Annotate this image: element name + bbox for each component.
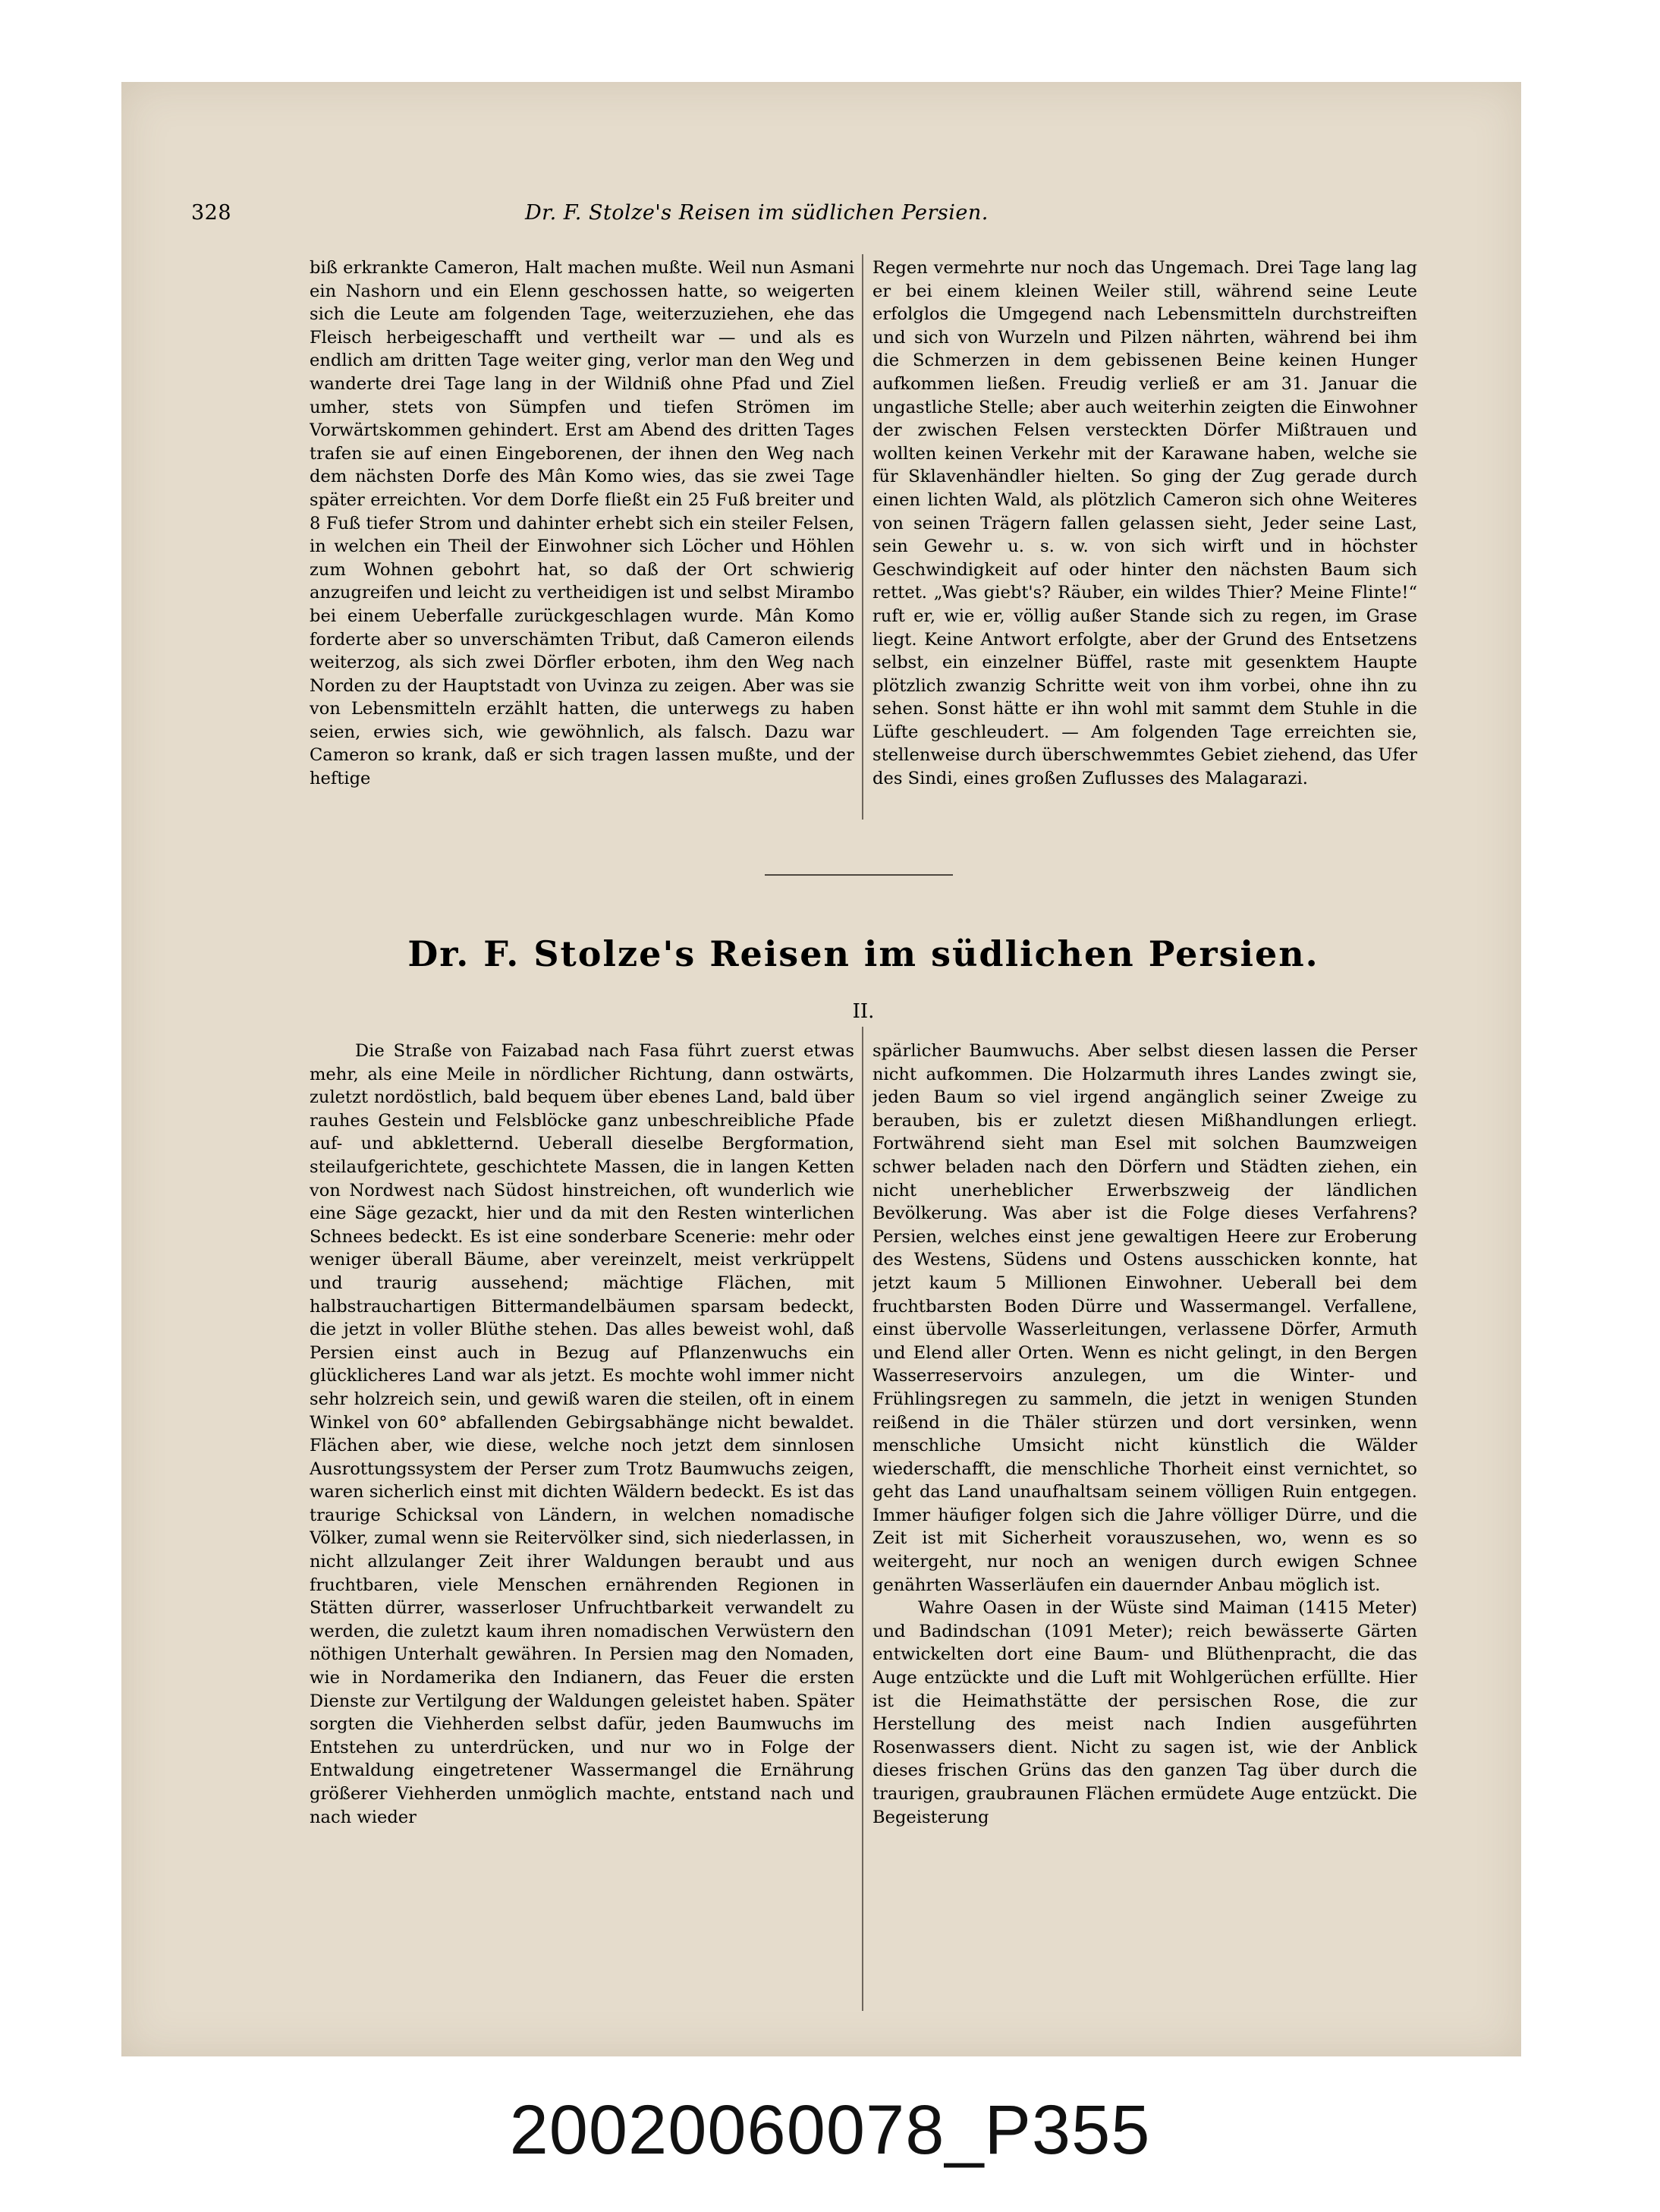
paragraph: biß erkrankte Cameron, Halt machen mußte. Weil nun Asmani ein Nashorn und ein Elenn geschossen hatte, so weigerten sich die Leute am folgenden Tage, weiterzuziehen, ehe das Fleisch herbeigeschafft und vertheilt war — und als es endlich am dritten Tage weiter ging, verlor man den Weg und wanderte drei Tage lang in der Wildniß ohne Pfad und Ziel umher, stets von Sümpfen und tiefen Strömen im Vorwärtskommen gehindert. Erst am Abend des dritten Tages trafen sie auf einen Eingeborenen, der ihnen den Weg nach dem nächsten Dorfe des Mân Komo wies, das sie zwei Tage später erreichten. Vor dem Dorfe fließt ein 25 Fuß breiter und 8 Fuß tiefer Strom und dahinter erhebt sich ein steiler Felsen, in welchen ein Theil der Einwohner sich Löcher und Höhlen zum Wohnen gebohrt hat, so daß der Ort schwierig anzugreifen und leicht zu vertheidigen ist und selbst Mirambo bei einem Ueberfalle zurückgeschlagen wurde. Mân Komo forderte aber so unverschämten Tribut, daß Cameron eilends weiterzog, als sich zwei Dörfler erboten, ihm den Weg nach Norden zu der Hauptstadt von Uvinza zu zeigen. Aber was sie von Lebensmitteln erzählt hatten, die unterwegs zu haben seien, erwies sich, wie gewöhnlich, als falsch. Dazu war Cameron so krank, daß er sich tragen lassen mußte, und der heftige [310, 258, 854, 789]
paragraph: spärlicher Baumwuchs. Aber selbst diesen lassen die Perser nicht aufkommen. Die Holzarmuth ihres Landes zwingt sie, jeden Baum so viel irgend angänglich seiner Zweige zu berauben, bis er zuletzt diesen Mißhandlungen erliegt. Fortwährend sieht man Esel mit solchen Baumzweigen schwer beladen nach den Dörfern und Städten ziehen, ein nicht unerheblicher Erwerbszweig der ländlichen Bevölkerung. Was aber ist die Folge dieses Verfahrens? Persien, welches einst jene gewaltigen Heere zur Eroberung des Westens, Südens und Ostens ausschicken konnte, hat jetzt kaum 5 Millionen Einwohner. Ueberall bei dem fruchtbarsten Boden Dürre und Wassermangel. Verfallene, einst übervolle Wasserleitungen, verlassene Dörfer, Armuth und Elend aller Orten. Wenn es nicht gelingt, in den Bergen Wasserreservoirs anzulegen, um die Winter- und Frühlingsregen zu sammeln, die jetzt in wenigen Stunden reißend in die Thäler stürzen und dort versinken, wenn menschliche Umsicht nicht künstlich die Wälder wiederschafft, die menschliche Thorheit einst vernichtet, so geht das Land unaufhaltsam seinem völligen Ruin entgegen. Immer häufiger folgen sich die Jahre völliger Dürre, und die Zeit ist mit Sicherheit vorauszusehen, wo, wenn es so weitergeht, nur noch an wenigen durch ewigen Schnee genährten Wasserläufen ein dauernder Anbau möglich ist. [872, 1041, 1417, 1595]
paragraph: Regen vermehrte nur noch das Ungemach. Drei Tage lang lag er bei einem kleinen Weiler still, während seine Leute erfolglos die Umgegend nach Lebensmitteln durchstreiften und sich von Wurzeln und Pilzen nährten, während bei ihm die Schmerzen in dem gebissenen Beine keinen Hunger aufkommen ließen. Freudig verließ er am 31. Januar die ungastliche Stelle; aber auch weiterhin zeigten die Einwohner der zwischen Felsen versteckten Dörfer Mißtrauen und wollten keinen Verkehr mit der Karawane haben, welche sie für Sklavenhändler hielten. So ging der Zug gerade durch einen lichten Wald, als plötzlich Cameron sich ohne Weiteres von seinen Trägern fallen gelassen sieht, Jeder seine Last, sein Gewehr u. s. w. von sich wirft und in höchster Geschwindigkeit auf oder hinter den nächsten Baum sich rettet. „Was giebt's? Räuber, ein wildes Thier? Meine Flinte!“ ruft er, wie er, völlig außer Stande sich zu regen, im Grase liegt. Keine Antwort erfolgte, aber der Grund des Entsetzens selbst, ein einzelner Büffel, raste mit gesenktem Haupte plötzlich zwanzig Schritte weit von ihm vorbei, ohne ihn zu sehen. Sonst hätte er ihn wohl mit sammt dem Stuhle in die Lüfte geschleudert. — Am folgenden Tage erreichten sie, stellenweise durch überschwemmtes Gebiet ziehend, das Ufer des Sindi, eines großen Zuflusses des Malagarazi. [872, 258, 1417, 789]
running-title: Dr. F. Stolze's Reisen im südlichen Persien. [525, 201, 989, 225]
page-number: 328 [191, 201, 232, 225]
paragraph: Die Straße von Faizabad nach Fasa führt zuerst etwas mehr, als eine Meile in nördlicher Richtung, dann ostwärts, zuletzt nordöstlich, bald bequem über ebenes Land, bald über rauhes Gestein und Felsblöcke ganz unbeschreibliche Pfade auf- und abkletternd. Ueberall dieselbe Bergformation, steilaufgerichtete, geschichtete Massen, die in langen Ketten von Nordwest nach Südost hinstreichen, oft wunderlich wie eine Säge gezackt, hier und da mit den Resten winterlichen Schnees bedeckt. Es ist eine sonderbare Scenerie: mehr oder weniger überall Bäume, aber vereinzelt, meist verkrüppelt und traurig aussehend; mächtige Flächen, mit halbstrauchartigen Bittermandelbäumen sparsam bedeckt, die jetzt in voller Blüthe stehen. Das alles beweist wohl, daß Persien einst auch in Bezug auf Pflanzenwuchs ein glücklicheres Land war als jetzt. Es mochte wohl immer nicht sehr holzreich sein, und gewiß waren die steilen, oft in einem Winkel von 60° abfallenden Gebirgsabhänge nicht bewaldet. Flächen aber, wie diese, welche noch jetzt dem sinnlosen Ausrottungssystem der Perser zum Trotz Baumwuchs zeigen, waren sicherlich einst mit dichten Wäldern bedeckt. Es ist das traurige Schicksal von Ländern, in welchen nomadische Völker, zumal wenn sie Reitervölker sind, sich niederlassen, in nicht allzulanger Zeit ihrer Waldungen beraubt und aus fruchtbaren, viele Menschen ernährenden Regionen in Stätten dürrer, wasserloser Unfruchtbarkeit verwandelt zu werden, die zuletzt kaum ihren nomadischen Verwüstern den nöthigen Unterhalt gewähren. In Persien mag den Nomaden, wie in Nordamerika den Indianern, das Feuer die ersten Dienste zur Vertilgung der Waldungen geleistet haben. Später sorgten die Viehherden selbst dafür, jeden Baumwuchs im Entstehen zu unterdrücken, und nur wo in Folge der Entwaldung eingetretener Wassermangel die Ernährung größerer Viehherden unmöglich machte, entstand nach und nach wieder [310, 1041, 854, 1827]
paragraph: Wahre Oasen in der Wüste sind Maiman (1415 Meter) und Badindschan (1091 Meter); reich bewässerte Gärten entwickelten dort eine Baum- und Blüthenpracht, die das Auge entzückte und die Luft mit Wohlgerüchen erfüllte. Hier ist die Heimathstätte der persischen Rose, die zur Herstellung des meist nach Indien ausgeführten Rosenwassers dient. Nicht zu sagen ist, wie der Anblick dieses frischen Grüns das den ganzen Tag über durch die traurigen, graubraunen Flächen ermüdete Auge entzückt. Die Begeisterung [872, 1598, 1417, 1827]
previous-article-column-left [310, 256, 854, 822]
column-divider [862, 254, 863, 820]
section-number: II. [852, 1000, 875, 1023]
article-title: Dr. F. Stolze's Reisen im südlichen Persien. [407, 933, 1319, 974]
article-column-left [310, 1040, 854, 2015]
column-divider [862, 1027, 863, 2011]
article-separator-rule [765, 874, 953, 876]
article-column-right [872, 1040, 1417, 2015]
running-header [191, 201, 1083, 234]
previous-article-column-right [872, 256, 1417, 822]
image-caption: 20020060078_P355 [509, 2091, 1151, 2169]
